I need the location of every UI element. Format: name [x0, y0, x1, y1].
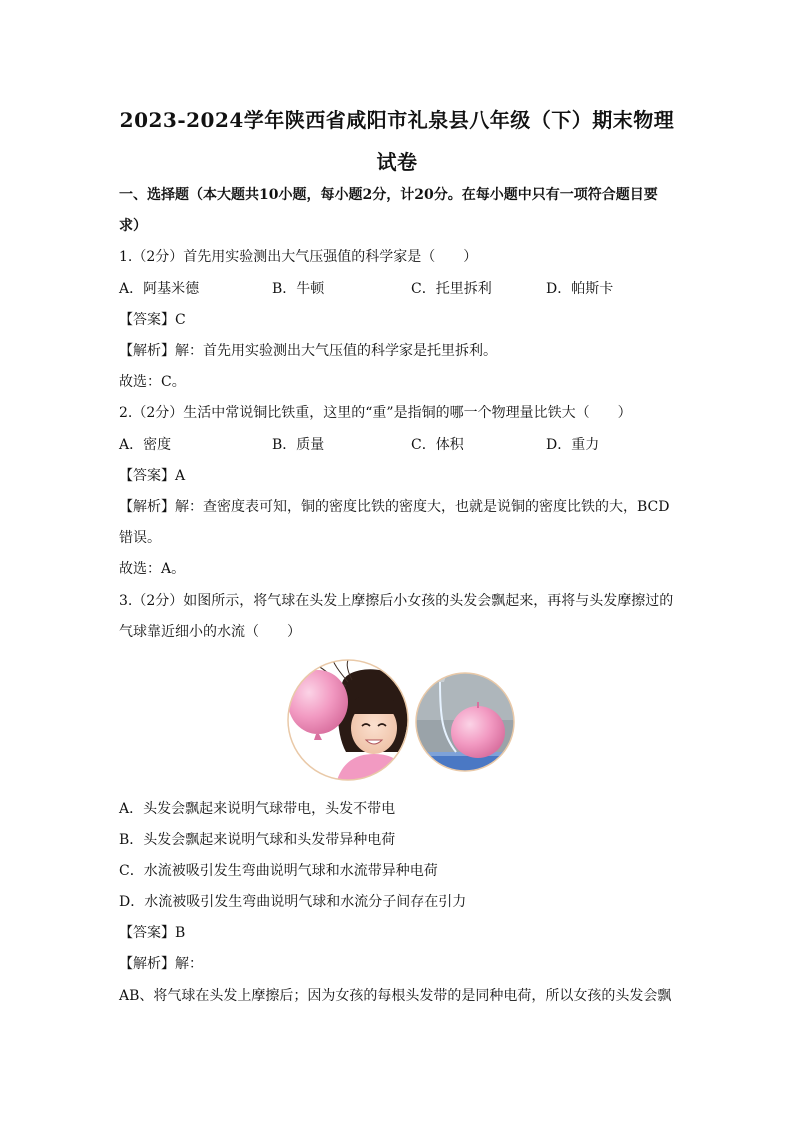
question-2-answer: 【答案】A [119, 468, 186, 484]
question-2-option-b: B．质量 [272, 437, 325, 453]
question-3-analysis-label: 【解析】解： [119, 956, 203, 972]
question-1-option-b: B．牛顿 [272, 281, 325, 297]
question-2-analysis: 【解析】解：查密度表可知，铜的密度比铁的密度大，也就是说铜的密度比铁的大，BCD [119, 499, 670, 515]
question-1-option-a: A．阿基米德 [119, 281, 200, 297]
section-heading-line2: 求） [119, 218, 147, 234]
page-title-line2: 试卷 [376, 150, 418, 174]
question-2-option-c: C．体积 [411, 437, 464, 453]
question-1-analysis: 【解析】解：首先用实验测出大气压值的科学家是托里拆利。 [119, 343, 497, 359]
page-title: 2023-2024学年陕西省咸阳市礼泉县八年级（下）期末物理 [119, 108, 675, 132]
question-3-stem: 3.（2分）如图所示，将气球在头发上摩擦后小女孩的头发会飘起来，再将与头发摩擦过的 [119, 593, 674, 609]
question-2-option-d: D．重力 [546, 437, 600, 453]
question-3-option-a: A．头发会飘起来说明气球带电，头发不带电 [119, 801, 396, 817]
question-1-conclusion: 故选：C。 [119, 374, 186, 390]
question-1-option-d: D．帕斯卡 [546, 281, 614, 297]
question-2-conclusion: 故选：A。 [119, 561, 186, 577]
question-2-stem: 2.（2分）生活中常说铜比铁重，这里的“重”是指铜的哪一个物理量比铁大（ ） [119, 405, 632, 421]
question-2-analysis-line2: 错误。 [119, 530, 161, 546]
section-heading: 一、选择题（本大题共10小题，每小题2分，计20分。在每小题中只有一项符合题目要 [119, 187, 658, 203]
question-1-option-c: C．托里拆利 [411, 281, 492, 297]
question-2-option-a: A．密度 [119, 437, 172, 453]
balloon-experiment-image [272, 656, 520, 784]
question-1-answer: 【答案】C [119, 312, 186, 328]
question-3-answer: 【答案】B [119, 925, 186, 941]
question-3-stem-line2: 气球靠近细小的水流（ ） [119, 624, 301, 640]
question-1-stem: 1.（2分）首先用实验测出大气压强值的科学家是（ ） [119, 249, 478, 265]
question-3-option-b: B．头发会飘起来说明气球和头发带异种电荷 [119, 832, 396, 848]
question-3-option-c: C．水流被吸引发生弯曲说明气球和水流带异种电荷 [119, 863, 438, 879]
question-3-option-d: D．水流被吸引发生弯曲说明气球和水流分子间存在引力 [119, 894, 467, 910]
question-3-analysis-text: AB、将气球在头发上摩擦后；因为女孩的每根头发带的是同种电荷，所以女孩的头发会飘 [119, 988, 672, 1004]
